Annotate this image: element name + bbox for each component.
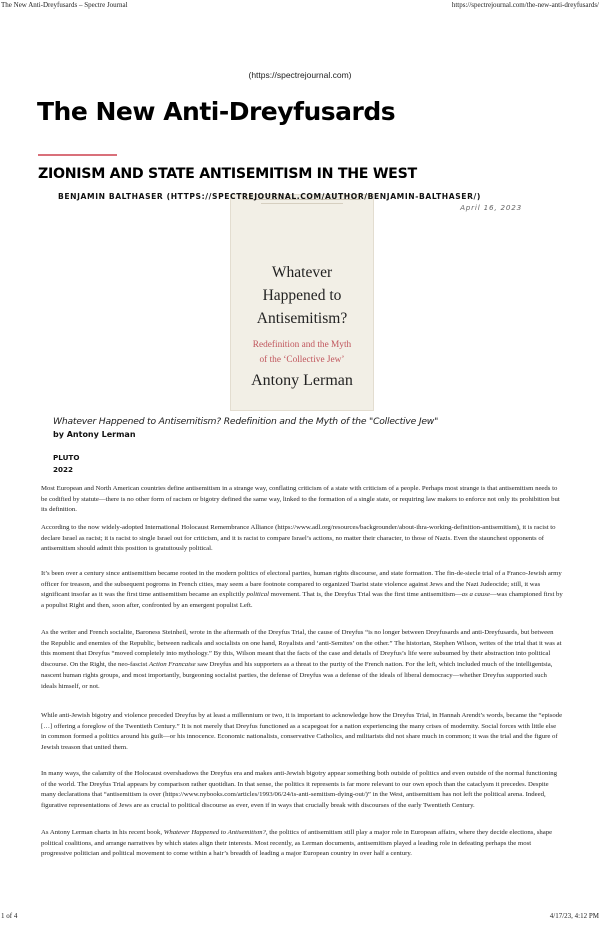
site-home-link[interactable]: (https://spectrejournal.com) bbox=[248, 70, 352, 80]
body-paragraph bbox=[41, 484, 563, 516]
paragraph-text: While anti-Jewish bigotry and violence preceded Dreyfus by at least a millennium or two, it is important to acknowledge how the Dreyfus Trial, in Hannah Arendt’s words, became the “episode […] offering a foreglow of the Twentieth Century.” It is not merely that Dreyfus functioned as a scapegoat for a nation experiencing the many crises of modernity. Social forces with little else in common formed a politics around his guilt—or his innocence. Economic nationalists, conservative Catholics, and militarists did not share much in common; it was the trial and the figure of Jewish treason that united them. bbox=[41, 712, 563, 752]
article-subtitle: ZIONISM AND STATE ANTISEMITISM IN THE WEST bbox=[38, 166, 417, 182]
book-title-link: Whatever Happened to Antisemitism? bbox=[163, 829, 266, 836]
print-timestamp: 4/17/23, 4:12 PM bbox=[549, 912, 599, 920]
title-accent-rule bbox=[38, 154, 117, 156]
book-caption-title: Whatever Happened to Antisemitism? Redefinition and the Myth of the "Collective Jew" bbox=[53, 416, 439, 427]
paragraph-text: As the writer and French socialite, Baroness Steinheil, wrote in the aftermath of the Dreyfus Trial, the cause of Dreyfus “is no longer between Dreyfusards and anti-Dreyfusards, but between the Republic and enemies of the Republic, between radicals and socialists on one hand, Royalists and ‘anti-Semites’ on the other.” The historian, Stephen Wilson, writes of the trial that it was at this moment that Dreyfus “moved completely into mythology.” By this, Wilson meant that the facts of the case and details of Dreyfus’s life were subsumed by their abstraction into political discourse. On the Right, the neo-fascist bbox=[41, 629, 562, 669]
cover-title-line: Happened to bbox=[262, 287, 342, 304]
body-paragraph bbox=[41, 628, 563, 692]
paragraph-text: Most European and North American countries define antisemitism in a strange way, conflating criticism of a state with criticism of a people. Perhaps most strange is that antisemitism needs to be codified by statute—there is no other form of racism or bigotry defined the same way, linked to the formation of a single state, or requiring law makers to enforce not only its prohibition but its definition. bbox=[41, 485, 560, 514]
paragraph-text: In many ways, the calamity of the Holocaust overshadows the Dreyfus era and makes anti-Jewish bigotry appear something both outside of politics and even outside of the normal functioning of the world. The Dreyfus Trial appears by comparison rather quotidian. In that sense, the politics it represents is far more relevant to our own epoch than the cataclysm it precedes. Despite many declarations that “antisemitism is over (https://www.nybooks.com/articles/1993/06/24/is-anti-semitism-dying-out/)” in the West, antisemitism has not left the political arena. Indeed, figurative representations of Jews are as crucial to political discourse as ever, even if in ways that crucially break with discourses of the early Twentieth Century. bbox=[41, 770, 558, 810]
author-link[interactable]: BENJAMIN BALTHASER (HTTPS://SPECTREJOURNAL.COM/AUTHOR/BENJAMIN-BALTHASER/) bbox=[58, 192, 481, 201]
paragraph-text: —was championed first by a populist Right and then, soon after, confronted by an emergent populist Left. bbox=[41, 591, 563, 610]
book-publisher: PLUTO bbox=[53, 453, 80, 462]
paragraph-text: movement. That is, the Dreyfus Trial was the first time antisemitism— bbox=[268, 591, 462, 599]
paragraph-text: saw Dreyfus and his supporters as a threat to the purity of the French nation. For the left, which included much of the intelligentsia, nascent human rights groups, and most importantly, burgeoning socialist parties, the defense of Dreyfus was a defense of the ideals of liberal democracy—whether Dreyfus supported such ideals himself, or not. bbox=[41, 661, 553, 690]
emphasis-text: as a cause bbox=[461, 591, 490, 599]
body-paragraph bbox=[41, 523, 563, 555]
paragraph-text: As Antony Lerman charts in his recent book, bbox=[41, 829, 164, 836]
cover-subtitle-line: of the ‘Collective Jew’ bbox=[259, 355, 345, 365]
publish-date: April 16, 2023 bbox=[460, 203, 522, 212]
print-header-title: The New Anti-Dreyfusards – Spectre Journal bbox=[1, 1, 128, 9]
cover-title-line: Whatever bbox=[271, 264, 333, 281]
book-caption-author: by Antony Lerman bbox=[53, 430, 136, 439]
book-publication-info bbox=[53, 452, 79, 476]
book-cover-image bbox=[230, 194, 374, 411]
article-title: The New Anti-Dreyfusards bbox=[37, 97, 396, 126]
cover-author: Antony Lerman bbox=[251, 372, 353, 389]
body-paragraph bbox=[41, 769, 563, 812]
paragraph-text: According to the now widely-adopted International Holocaust Remembrance Alliance (https://www.adl.org/resources/backgrounder/about-ihra-working-definition-antisemitism), it is racist to declare Israel as racist; it is racist to single Israel out for criticism, and it is racist to compare Israel’s actions, no matter their character, to those of Nazis. Even the staunchest opponents of antisemitism should admit this position is gratuitously political. bbox=[41, 524, 556, 553]
book-year: 2022 bbox=[53, 465, 74, 474]
print-page-number: 1 of 4 bbox=[1, 912, 18, 920]
body-paragraph bbox=[41, 828, 563, 860]
cover-blurb-line bbox=[261, 203, 343, 204]
cover-subtitle-line: Redefinition and the Myth bbox=[252, 340, 352, 350]
body-paragraph bbox=[41, 569, 563, 612]
paragraph-text: , the politics of antisemitism still play a major role in European affairs, where they decide elections, shape political coalitions, and arrange narratives by which states align their interests. Most recently, as Lerman documents, antisemitism played a leading role in defeating perhaps the most progressive politician and political movement to come within a hair’s breadth of leading a major European country in over half a century. bbox=[41, 829, 553, 858]
emphasis-text: Action Francaise bbox=[148, 661, 196, 669]
emphasis-text: political bbox=[246, 591, 269, 599]
print-header-url: https://spectrejournal.com/the-new-anti-dreyfusards/ bbox=[451, 1, 599, 9]
cover-title-line: Antisemitism? bbox=[256, 310, 348, 327]
body-paragraph bbox=[41, 711, 563, 754]
cover-title bbox=[231, 261, 373, 330]
cover-subtitle bbox=[231, 338, 373, 368]
paragraph-text: It’s been over a century since antisemitism became rooted in the modern politics of electoral parties, human rights discourse, and state formation. The fin-de-siecle trial of a Franco-Jewish army officer for treason, and the subsequent pogroms in French cities, may seem a bare footnote compared to organized Tsarist state violence against Jews and the Nazi Judeocide; still, it was significant insofar as it was the first time antisemitism became an explicitly bbox=[41, 570, 562, 599]
